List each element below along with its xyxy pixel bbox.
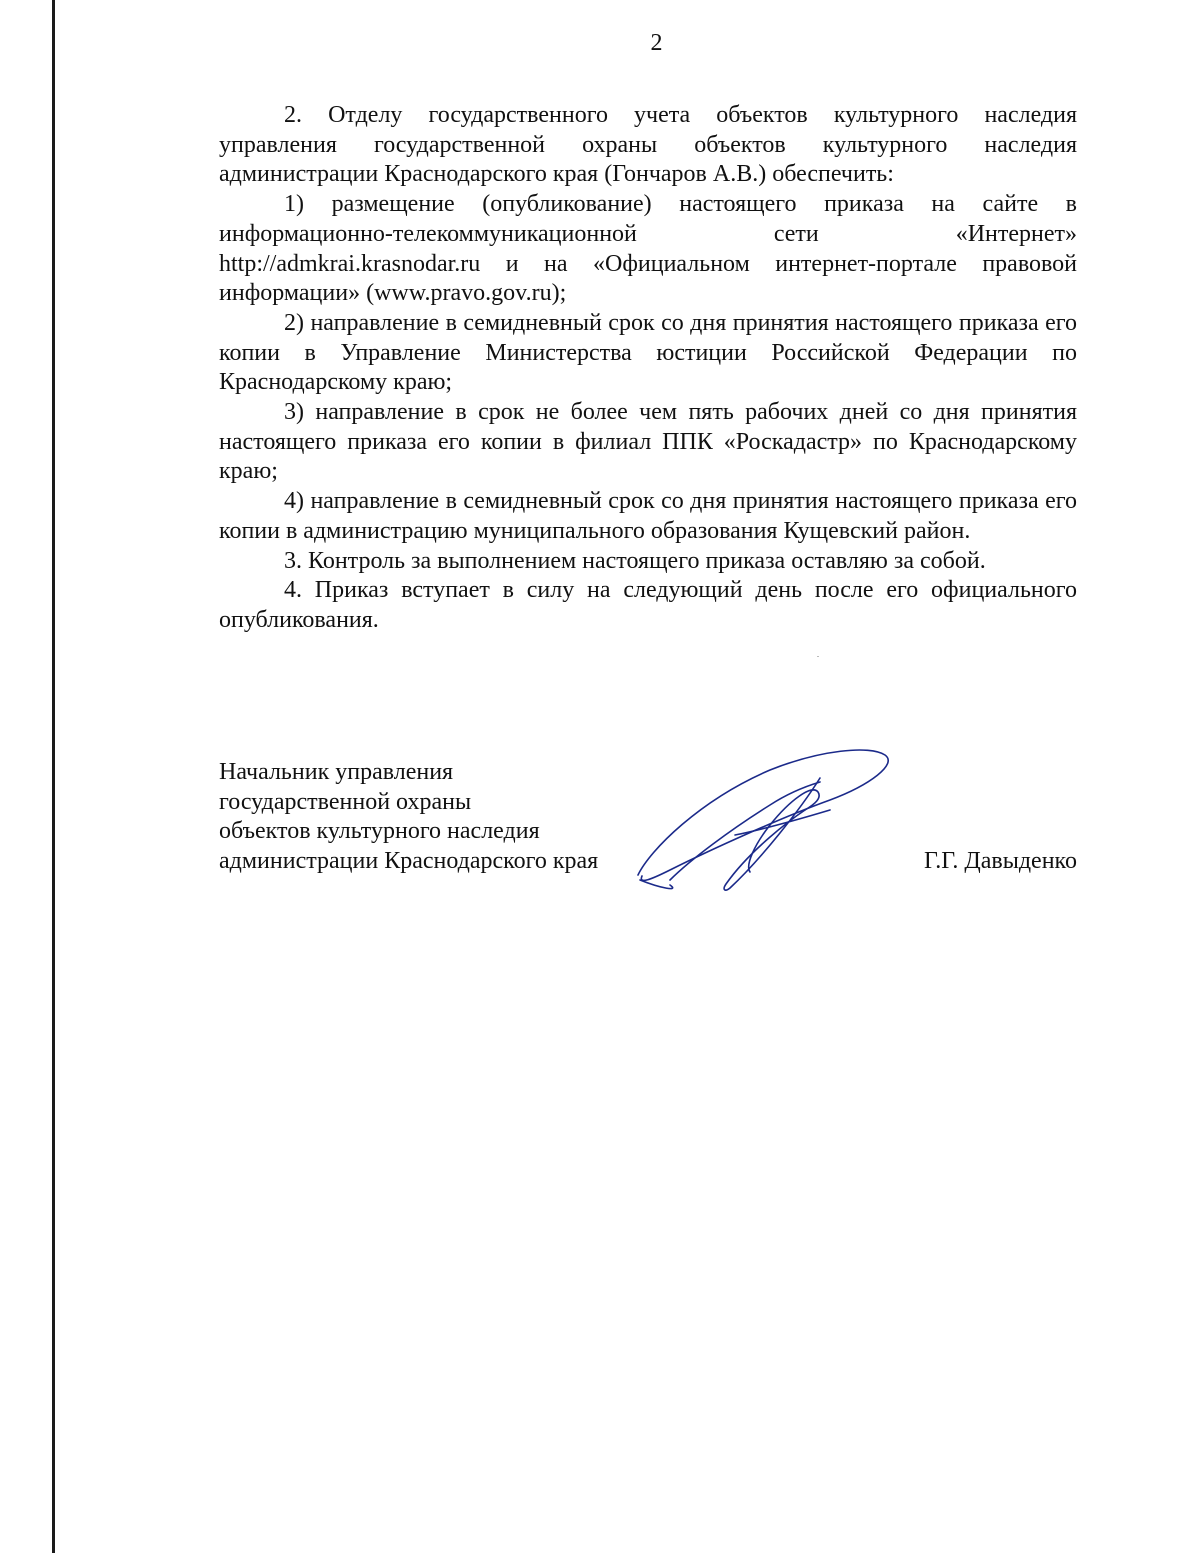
paragraph-subitem-1: 1) размещение (опубликование) настоящего приказа на сайте в информационно-телекоммуникационной сети «Интернет» http://admkrai.krasnodar.ru и на «Официальном интернет-портале правовой информации» (www.pravo.gov.ru); bbox=[219, 191, 1077, 307]
paragraph-subitem-3: 3) направление в срок не более чем пять рабочих дней со дня принятия настоящего приказа его копии в филиал ППК «Роскадастр» по Краснодарскому краю; bbox=[219, 399, 1077, 485]
handwritten-signature bbox=[630, 740, 900, 900]
signatory-title-line: администрации Краснодарского края bbox=[219, 848, 599, 875]
left-margin-rule bbox=[52, 0, 55, 1553]
paragraph-item-2: 2. Отделу государственного учета объектов культурного наследия управления государственной охраны объектов культурного наследия администрации Краснодарского края (Гончаров А.В.) обеспечить: bbox=[219, 102, 1077, 188]
paragraph-subitem-2: 2) направление в семидневный срок со дня принятия настоящего приказа его копии в Управление Министерства юстиции Российской Федерации по Краснодарскому краю; bbox=[219, 309, 1077, 396]
signatory-title-line: объектов культурного наследия bbox=[219, 818, 540, 845]
signatory-title-line: Начальник управления bbox=[219, 759, 454, 785]
signatory-name: Г.Г. Давыденко bbox=[924, 848, 1077, 874]
paragraph-item-4: 4. Приказ вступает в силу на следующий день после его официального опубликования. bbox=[219, 577, 1077, 633]
signatory-title-line: государственной охраны bbox=[219, 788, 472, 815]
document-body bbox=[219, 101, 1077, 636]
paragraph-item-3: 3. Контроль за выполнением настоящего приказа оставляю за собой. bbox=[284, 547, 986, 574]
scan-speck bbox=[817, 656, 819, 657]
page-number: 2 bbox=[650, 30, 663, 56]
paragraph-subitem-4: 4) направление в семидневный срок со дня принятия настоящего приказа его копии в администрацию муниципального образования Кущевский район. bbox=[219, 488, 1077, 544]
